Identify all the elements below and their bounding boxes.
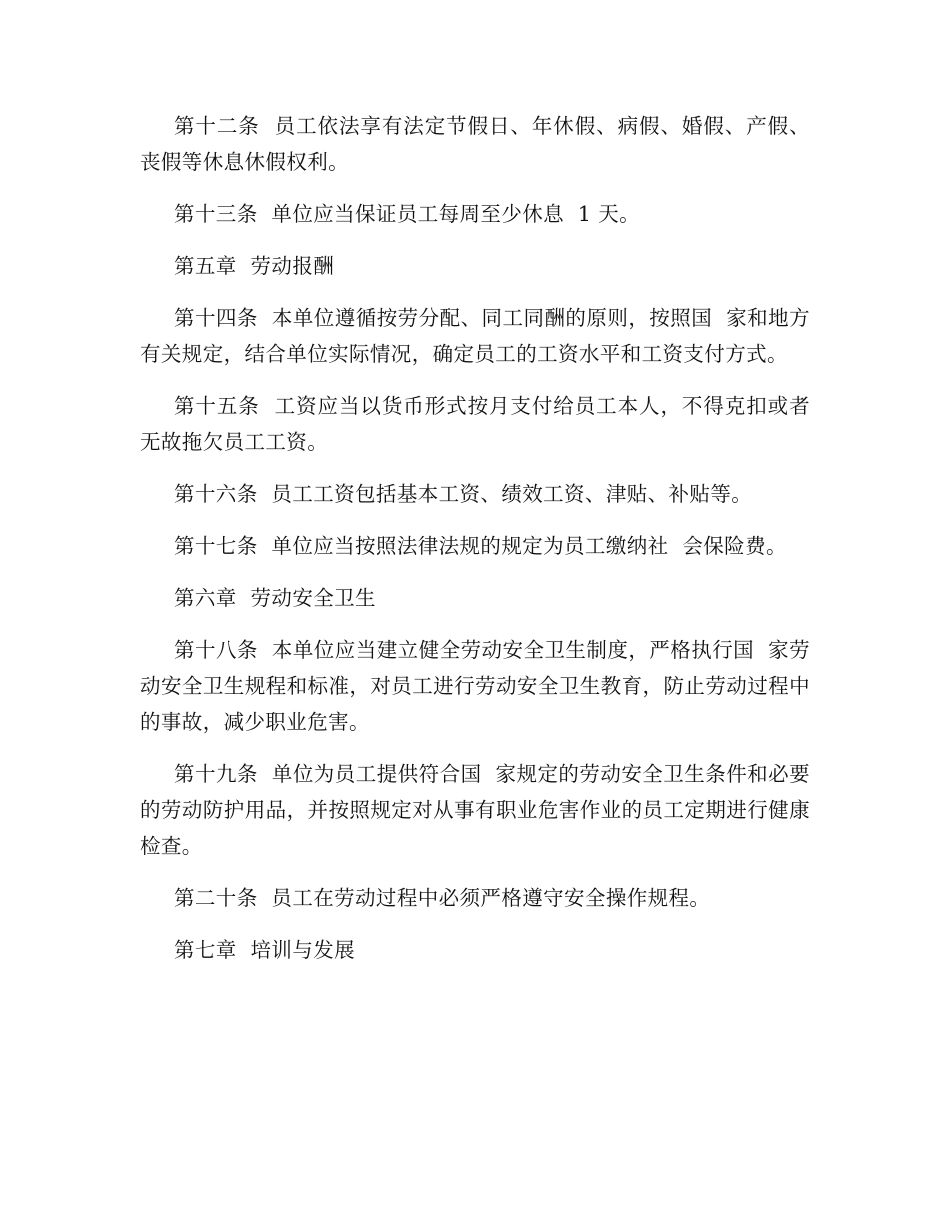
- chapter-5-heading: 第五章 劳动报酬: [174, 254, 335, 278]
- document-body: [140, 108, 810, 984]
- article-13: 第十三条 单位应当保证员工每周至少休息 1 天。: [174, 202, 641, 226]
- article-14: 第十四条 本单位遵循按劳分配、同工同酬的原则，按照国 家和地方有关规定，结合单位实际情况，确定员工的工资水平和工资支付方式。: [140, 306, 810, 366]
- article-18: 第十八条 本单位应当建立健全劳动安全卫生制度，严格执行国 家劳动安全卫生规程和标准，对员工进行劳动安全卫生教育，防止劳动过程中的事故，减少职业危害。: [140, 638, 810, 734]
- article-20: 第二十条 员工在劳动过程中必须严格遵守安全操作规程。: [174, 886, 711, 910]
- article-15: 第十五条 工资应当以货币形式按月支付给员工本人，不得克扣或者无故拖欠员工工资。: [140, 394, 810, 454]
- article-17: 第十七条 单位应当按照法律法规的规定为员工缴纳社 会保险费。: [174, 534, 787, 558]
- chapter-7-heading: 第七章 培训与发展: [174, 938, 356, 962]
- chapter-6-heading: 第六章 劳动安全卫生: [174, 586, 376, 610]
- article-19: 第十九条 单位为员工提供符合国 家规定的劳动安全卫生条件和必要的劳动防护用品，并按照规定对从事有职业危害作业的员工定期进行健康检查。: [140, 762, 810, 858]
- article-12: 第十二条 员工依法享有法定节假日、年休假、病假、婚假、产假、丧假等休息休假权利。: [140, 114, 810, 174]
- article-16: 第十六条 员工工资包括基本工资、绩效工资、津贴、补贴等。: [174, 482, 753, 506]
